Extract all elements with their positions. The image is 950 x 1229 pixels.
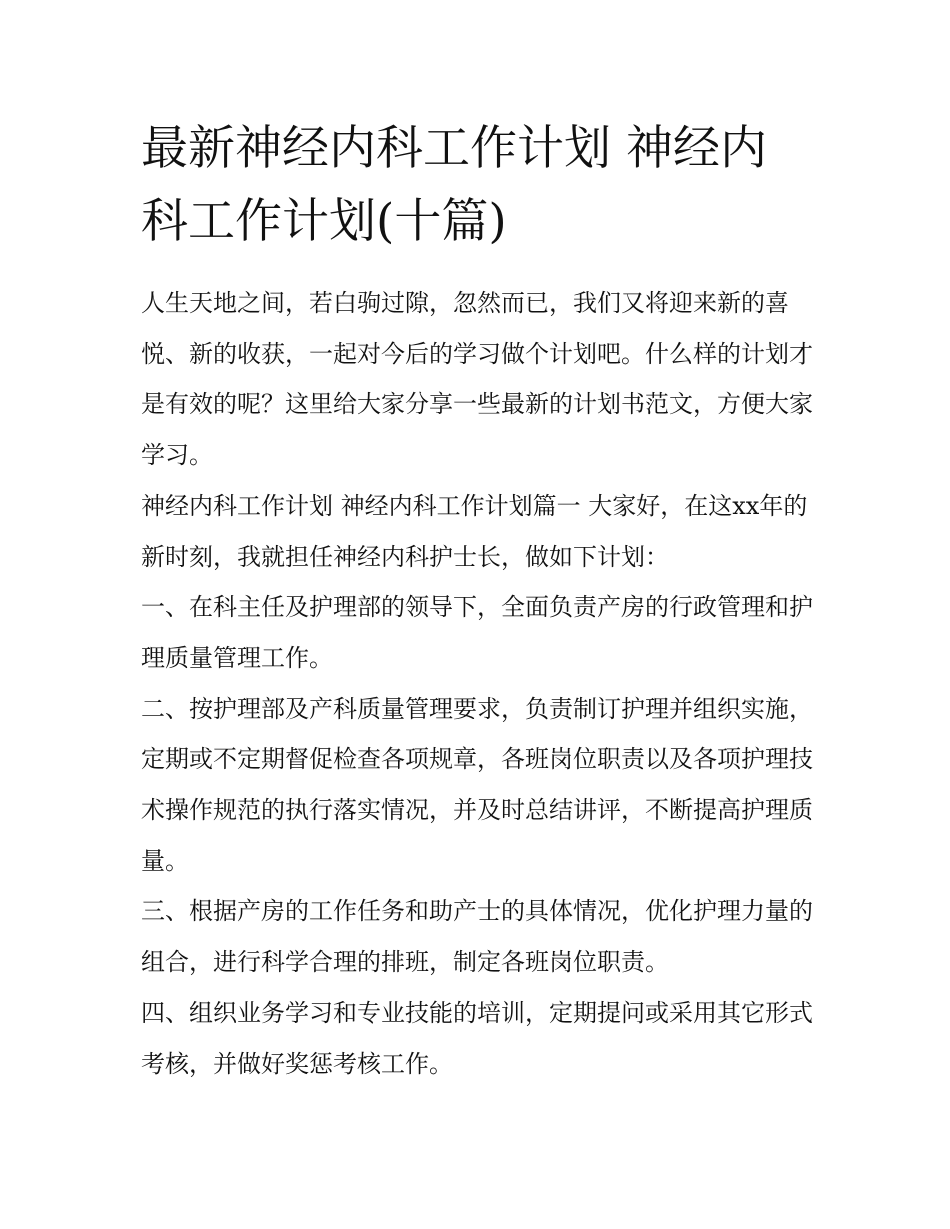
document-body: [141, 112, 813, 1089]
paragraph-item-1: 一、在科主任及护理部的领导下，全面负责产房的行政管理和护理质量管理工作。: [141, 593, 813, 672]
paragraph-item-3: 三、根据产房的工作任务和助产士的具体情况，优化护理力量的组合，进行科学合理的排班，制定各班岗位职责。: [141, 897, 813, 977]
paragraph-item-4: 四、组织业务学习和专业技能的培训，定期提问或采用其它形式考核，并做好奖惩考核工作。: [141, 998, 813, 1078]
document-title: 最新神经内科工作计划 神经内科工作计划(十篇): [141, 121, 767, 249]
paragraph-intro: 人生天地之间，若白驹过隙，忽然而已，我们又将迎来新的喜悦、新的收获，一起对今后的学习做个计划吧。什么样的计划才是有效的呢？这里给大家分享一些最新的计划书范文，方便大家学习。: [141, 289, 813, 470]
paragraph-plan-opening: 神经内科工作计划 神经内科工作计划篇一 大家好，在这xx年的新时刻，我就担任神经内科护士长，做如下计划：: [141, 491, 808, 571]
paragraph-item-2: 二、按护理部及产科质量管理要求，负责制订护理并组织实施，定期或不定期督促检查各项规章，各班岗位职责以及各项护理技术操作规范的执行落实情况，并及时总结讲评，不断提高护理质量。: [141, 694, 813, 875]
